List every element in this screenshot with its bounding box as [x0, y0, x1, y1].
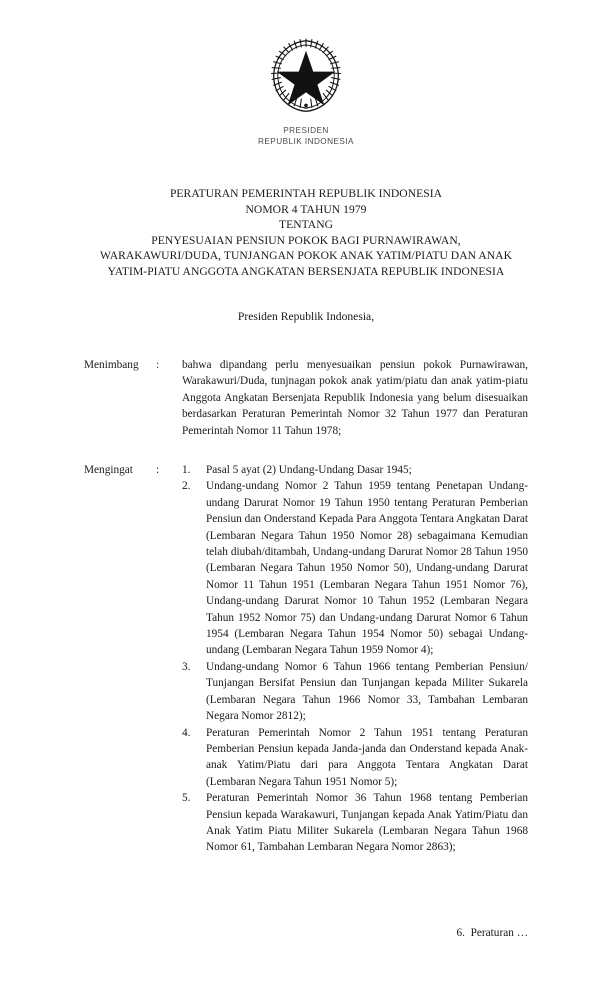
list-item	[182, 478, 528, 658]
list-item-number: 4.	[182, 726, 191, 739]
letterhead-caption-line-2: REPUBLIK INDONESIA	[258, 137, 354, 146]
title-line-6: YATIM-PIATU ANGGOTA ANGKATAN BERSENJATA REPUBLIK INDONESIA	[107, 264, 505, 278]
menimbang-label: Menimbang	[84, 359, 139, 371]
list-item	[182, 659, 528, 725]
title-line-2: NOMOR 4 TAHUN 1979	[245, 202, 367, 216]
list-item	[182, 725, 528, 791]
clause-row	[84, 462, 528, 856]
catchword-footer	[84, 927, 528, 939]
menimbang-body	[182, 357, 528, 439]
mengingat-body	[182, 462, 528, 856]
mengingat-colon: :	[156, 464, 160, 476]
mengingat-label: Mengingat	[84, 464, 133, 476]
list-item-number: 1.	[182, 464, 191, 476]
list-item-text: Peraturan Pemerintah Nomor 2 Tahun 1951 tentang Peraturan Pemberian Pensiun kepada Janda-janda dan Onderstand kepada Anak-anak Yatim/Piatu dari para Anggota Tentara Angkatan Darat (Lembaran Negara Tahun 1951 Nomor 5);	[206, 726, 528, 788]
title-line-3: TENTANG	[278, 218, 334, 232]
list-item-number: 5.	[182, 792, 191, 805]
list-item-text: Pasal 5 ayat (2) Undang-Undang Dasar 1945;	[206, 464, 412, 476]
letterhead-caption	[0, 125, 612, 147]
clause-menimbang	[84, 357, 528, 439]
list-item	[182, 790, 528, 856]
list-item-text: Peraturan Pemerintah Nomor 36 Tahun 1968 tentang Pemberian Pensiun kepada Warakawuri, Tunjangan kepada Anak Yatim/Piatu dan Anak Yatim Piatu Militer Sukarela (Lembaran Negara Tahun 1968 Nomor 61, Tambahan Lembaran Negara Nomor 2863);	[206, 792, 528, 854]
letterhead-caption-line-1: PRESIDEN	[283, 126, 329, 135]
list-item-text: Undang-undang Nomor 2 Tahun 1959 tentang Penetapan Undang-undang Darurat Nomor 19 Tahun 1950 tentang Peraturan Pemberian Pensiun dan Onderstand Kepada Para Anggota Tentara Angkatan Darat (Lembaran Negara Tahun 1950 Nomor 28) sebagaimana Kemudian telah diubah/ditambah, Undang-undang Darurat Nomor 28 Tahun 1950 (Lembaran Negara Tahun 1950 Nomor 50), Undang-undang Darurat Nomor 11 Tahun 1951 (Lembaran Negara Tahun 1951 Nomor 76), Undang-undang Darurat Nomor 10 Tahun 1952 (Lembaran Negara Tahun 1952 Nomor 75) dan Undang-undang Darurat Nomor 6 Tahun 1954 (Lembaran Negara Tahun 1954 Nomor 50) sebagai Undang-undang (Lembaran Negara Tahun 1959 Nomor 4);	[206, 480, 528, 657]
title-line-5: WARAKAWURI/DUDA, TUNJANGAN POKOK ANAK YATIM/PIATU DAN ANAK	[100, 249, 512, 263]
letterhead	[0, 34, 612, 147]
title-line-4: PENYESUAIAN PENSIUN POKOK BAGI PURNAWIRAWAN,	[151, 233, 461, 247]
list-item-number: 3.	[182, 660, 191, 673]
opening-line: Presiden Republik Indonesia,	[237, 310, 375, 323]
garuda-star-wreath-emblem	[264, 34, 348, 118]
list-item	[182, 462, 528, 478]
menimbang-colon: :	[156, 359, 160, 371]
catchword-text: 6. Peraturan …	[456, 927, 528, 939]
mengingat-list	[182, 462, 528, 856]
clause-mengingat	[84, 462, 528, 856]
list-item-text: Undang-undang Nomor 6 Tahun 1966 tentang Pemberian Pensiun/ Tunjangan Bersifat Pensiun dan Tunjangan kepada Militer Sukarela (Lembaran Negara Tahun 1966 Nomor 33, Tambahan Lembaran Negara Nomor 2812);	[206, 660, 528, 723]
clause-row	[84, 357, 528, 439]
list-item-number: 2.	[182, 480, 191, 493]
menimbang-paragraph: bahwa dipandang perlu menyesuaikan pensiun pokok Purnawirawan, Warakawuri/Duda, tunjnagan pokok anak yatim/piatu dan anak yatim-piatu Anggota Angkatan Bersenjata Republik Indonesia yang belum disesuaikan berdasarkan Peraturan Pemerintah Nomor 32 Tahun 1977 dan Peraturan Pemerintah Nomor 11 Tahun 1978;	[182, 359, 528, 437]
document-title	[56, 186, 556, 280]
title-line-1: PERATURAN PEMERINTAH REPUBLIK INDONESIA	[169, 187, 443, 200]
